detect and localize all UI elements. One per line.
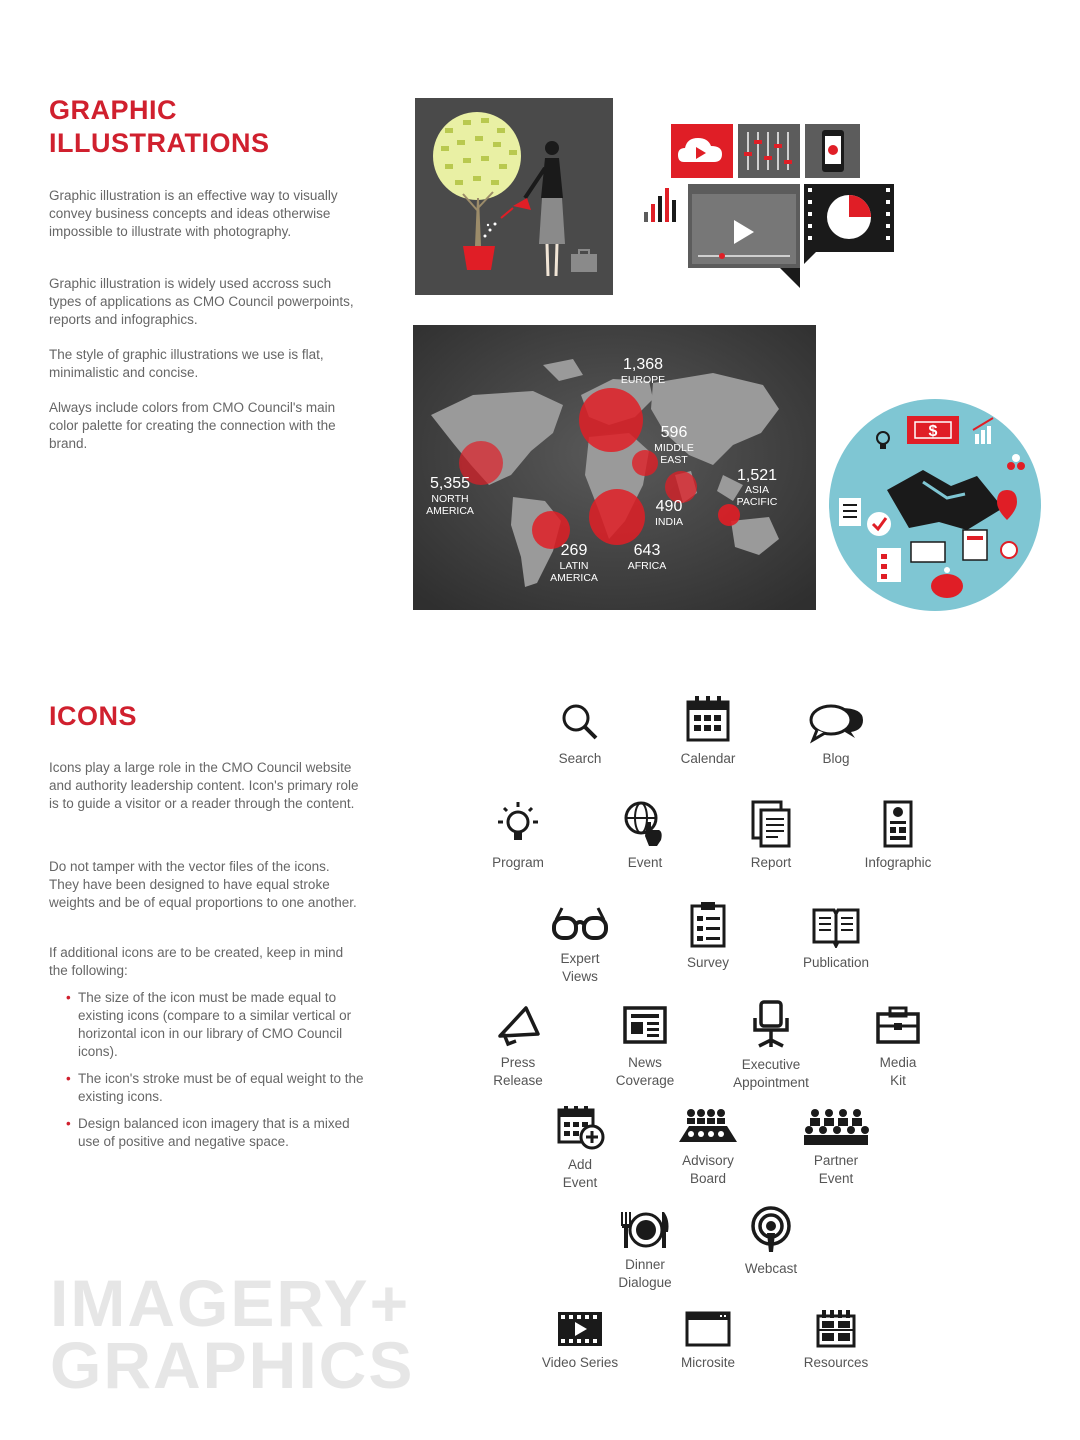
icon-resources	[771, 1308, 901, 1372]
newspaper-icon	[621, 1004, 669, 1048]
north-america-name-2: AMERICA	[426, 505, 474, 517]
icon-add-event	[515, 1104, 645, 1192]
filing-cabinet-icon	[814, 1308, 858, 1348]
latin-america-name-1: LATIN	[559, 560, 589, 572]
icons-bullet-2: • The icon's stroke must be of equal weight to the existing icons.	[66, 1070, 368, 1106]
cloud-play-icon	[671, 124, 733, 178]
north-america-value: 5,355	[429, 475, 471, 492]
calendar-icon	[684, 694, 732, 744]
icon-label: Expert Views	[560, 951, 600, 984]
icon-executive-appointment	[706, 1000, 836, 1092]
icons-paragraph-3: If additional icons are to be created, keep in mind the following:	[49, 945, 344, 978]
graphic-illustrations-title	[49, 94, 269, 160]
icon-label: Media Kit	[879, 1055, 917, 1088]
handshake-business-illustration	[827, 398, 1043, 612]
clock-icon	[1001, 542, 1017, 558]
graphic-paragraph-1: Graphic illustration is an effective way to visually convey business concepts and ideas otherwise impossible to illustrate with photography.	[49, 188, 338, 239]
audience-icon	[803, 1108, 869, 1146]
watermark-line-1: IMAGERY+	[50, 1266, 411, 1340]
podcast-icon	[749, 1206, 793, 1254]
icon-label: Infographic	[864, 855, 932, 870]
megaphone-icon	[494, 1004, 542, 1048]
europe-name: EUROPE	[620, 374, 666, 386]
icon-label: Dinner Dialogue	[618, 1257, 672, 1290]
icon-publication	[771, 904, 901, 972]
icon-video-series	[515, 1310, 645, 1372]
india-value: 490	[655, 498, 683, 515]
world-map-illustration	[413, 325, 816, 610]
icon-media-kit	[833, 1004, 963, 1090]
india-name: INDIA	[654, 516, 684, 528]
survey-sheet-icon	[877, 548, 901, 582]
report-page-icon	[963, 530, 987, 560]
plate-cutlery-icon	[618, 1210, 672, 1250]
icon-label: Survey	[686, 955, 730, 970]
briefcase-icon	[874, 1004, 922, 1048]
middle-east-value: 596	[660, 424, 688, 441]
globe-hand-icon	[621, 800, 669, 848]
icon-search	[515, 700, 645, 768]
documents-icon	[747, 800, 795, 848]
watermark-line-2: GRAPHICS	[50, 1328, 415, 1402]
europe-value: 1,368	[622, 356, 664, 373]
asia-pacific-name-1: ASIA	[745, 484, 769, 496]
icons-paragraph-1: Icons play a large role in the CMO Council website and authority leadership content. Icon's primary role is to guide a visitor or a reader through the content.	[49, 760, 359, 811]
icon-label: Add Event	[562, 1157, 598, 1190]
film-strip-icon	[556, 1310, 604, 1348]
icons-bullet-1: • The size of the icon must be made equal to existing icons (compare to a similar vertical or horizontal icon in our library of CMO Council icons).	[66, 989, 368, 1061]
icons-paragraph-2: Do not tamper with the vector files of the icons. They have been designed to have equal stroke weights and be of equal proportions to one another.	[49, 859, 357, 910]
icon-label: Publication	[802, 955, 870, 970]
calendar-add-icon	[555, 1104, 605, 1150]
icon-report	[706, 800, 836, 872]
title-line-2: ILLUSTRATIONS	[49, 128, 270, 158]
icon-label: Program	[492, 855, 544, 870]
icon-advisory-board	[643, 1108, 773, 1188]
search-icon	[558, 700, 602, 744]
asia-pacific-value: 1,521	[736, 467, 778, 484]
icon-label: Event	[627, 855, 663, 870]
africa-name: AFRICA	[627, 560, 667, 572]
icon-label: Microsite	[680, 1355, 735, 1370]
icon-survey	[643, 900, 773, 972]
title-line-1: GRAPHIC	[49, 95, 178, 125]
icon-label: Resources	[803, 1355, 869, 1370]
graphic-paragraph-3: The style of graphic illustrations we use is flat, minimalistic and concise.	[49, 347, 324, 380]
icon-partner-event	[771, 1108, 901, 1188]
imagery-graphics-watermark	[50, 1266, 415, 1402]
icon-label: Report	[750, 855, 792, 870]
latin-america-name-2: AMERICA	[550, 572, 598, 584]
bar-chart-icon	[644, 188, 676, 222]
north-america-name-1: NORTH	[431, 493, 469, 505]
icon-label: Search	[558, 751, 602, 766]
icons-title: ICONS	[49, 701, 138, 731]
icon-news-coverage	[580, 1004, 710, 1090]
money-tree-illustration	[415, 98, 613, 295]
icon-program	[453, 800, 583, 872]
icon-label: Webcast	[744, 1261, 798, 1276]
icon-label: Calendar	[680, 751, 736, 766]
icon-microsite	[643, 1310, 773, 1372]
icon-label: Blog	[822, 751, 850, 766]
presentation-icon	[911, 542, 945, 562]
icon-calendar	[643, 694, 773, 768]
icon-dinner-dialogue	[580, 1210, 710, 1292]
checklist-icon	[839, 498, 861, 526]
icon-press-release	[453, 1004, 583, 1090]
middle-east-name-2: EAST	[660, 454, 688, 466]
icon-label: Executive Appointment	[733, 1057, 809, 1090]
mixer-sliders-icon	[738, 124, 800, 178]
icon-label: Partner Event	[813, 1153, 859, 1186]
lightbulb-icon	[494, 800, 542, 848]
africa-value: 643	[633, 542, 661, 559]
video-player-icon	[688, 184, 800, 288]
graphic-paragraph-2: Graphic illustration is widely used accross such types of applications as CMO Council powerpoints, reports and infographics.	[49, 276, 354, 327]
check-circle-icon	[867, 512, 891, 536]
icon-label: Advisory Board	[682, 1153, 734, 1186]
icon-blog	[771, 700, 901, 768]
browser-window-icon	[684, 1310, 732, 1348]
speech-bubbles-icon	[807, 700, 865, 744]
icon-label: Video Series	[541, 1355, 619, 1370]
smartphone-icon	[805, 124, 860, 178]
board-table-icon	[677, 1108, 739, 1146]
graphic-paragraph-4: Always include colors from CMO Council's main color palette for creating the connection with the brand.	[49, 400, 336, 451]
icon-label: Press Release	[493, 1055, 543, 1088]
icon-expert-views	[515, 904, 645, 986]
icon-webcast	[706, 1206, 836, 1278]
icon-infographic	[833, 800, 963, 872]
dollar-symbol: $	[928, 423, 938, 440]
clipboard-icon	[686, 900, 730, 948]
office-chair-icon	[749, 1000, 793, 1050]
glasses-icon	[550, 904, 610, 944]
middle-east-name-1: MIDDLE	[654, 442, 694, 454]
media-devices-illustration	[640, 122, 896, 290]
open-book-icon	[810, 904, 862, 948]
asia-pacific-name-2: PACIFIC	[736, 496, 778, 508]
pie-chart-film-icon	[804, 184, 894, 264]
infographic-sheet-icon	[874, 800, 922, 848]
dollar-banner-icon	[907, 416, 959, 444]
icon-event	[580, 800, 710, 872]
icon-label: News Coverage	[615, 1055, 675, 1088]
latin-america-value: 269	[560, 542, 588, 559]
icons-bullet-3: • Design balanced icon imagery that is a mixed use of positive and negative space.	[66, 1115, 368, 1151]
